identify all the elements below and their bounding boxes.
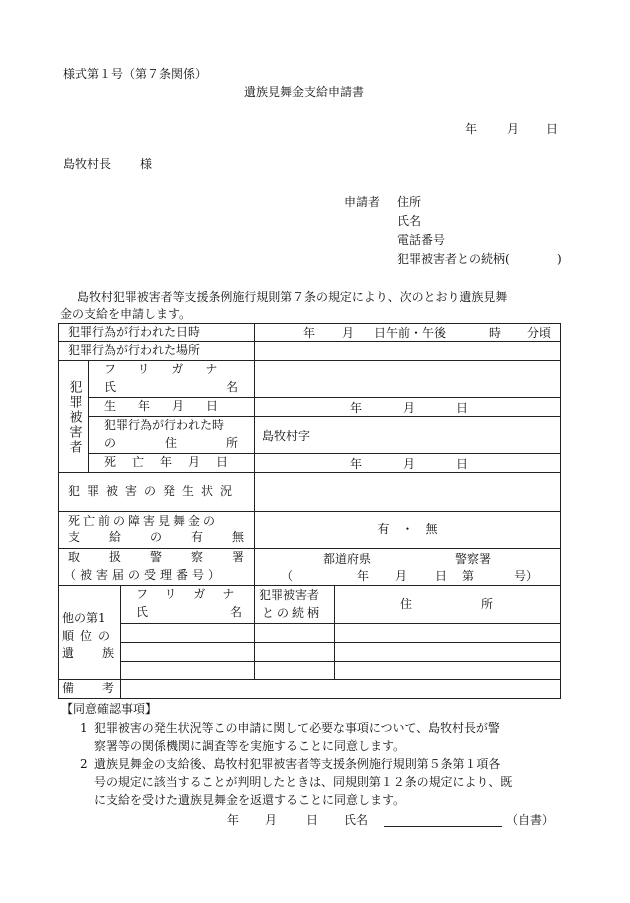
situation-label: 犯罪被害の発生状況 <box>68 484 240 499</box>
birth-month-unit: 月 <box>403 401 416 415</box>
victim-address-label-line2-text: の 住 所 <box>104 436 238 451</box>
prefecture-unit: 都道府県 <box>323 552 372 566</box>
police-label-line1 <box>68 550 246 566</box>
date-day: 日 <box>546 122 559 136</box>
sign-year: 年 <box>227 813 240 827</box>
consent-item2-line1: 遺族見舞金の支給後、島牧村犯罪被害者等支援条例施行規則第５条第１項各 <box>94 757 501 771</box>
victim-address-label-line2 <box>104 436 244 452</box>
family-label-line1: 他の第1 <box>62 611 106 625</box>
crime-datetime-label: 犯罪行為が行われた日時 <box>68 324 201 339</box>
victim-name-text: 氏 名 <box>104 380 238 395</box>
consent-title: 【同意確認事項】 <box>61 702 158 716</box>
pre-death-label-line1: 死亡前の障害見舞金の <box>68 514 219 528</box>
signature-field[interactable] <box>384 826 502 827</box>
document-title: 遺族見舞金支給申請書 <box>244 85 365 99</box>
consent-item1-number: 1 <box>80 721 88 735</box>
consent-item2-number: 2 <box>80 757 88 771</box>
crime-year-unit: 年 <box>303 326 316 340</box>
crime-day-ampm-unit: 日午前・午後 <box>374 326 447 340</box>
victim-name-label <box>104 380 244 396</box>
consent-item2-line2: 号の規定に該当することが判明したときは、同規則第１２条の規定により、既 <box>94 775 513 789</box>
intro-line-2: 金の支給を申請します。 <box>60 307 192 321</box>
crime-minute-unit: 分頃 <box>527 326 552 340</box>
receipt-day: 日 <box>435 569 448 583</box>
family-furigana-label: フリガナ <box>136 587 252 602</box>
sign-month: 月 <box>265 813 278 827</box>
birth-day-unit: 日 <box>456 401 469 415</box>
pre-death-label-line2-text: 支 給 の 有 無 <box>68 530 244 545</box>
receipt-number: 第 <box>462 569 475 583</box>
victim-death-date-label: 死亡年月日 <box>104 455 245 470</box>
sign-day: 日 <box>306 813 319 827</box>
victim-birthdate-label: 生年月日 <box>104 399 241 414</box>
form-number: 様式第１号（第７条関係） <box>63 67 208 81</box>
family-label-line3-text: 遺 族 <box>62 646 114 661</box>
victim-section-header: 犯罪被害者 <box>66 379 82 455</box>
death-year-unit: 年 <box>350 457 363 471</box>
consent-item2-line3: に支給を受けた遺族見舞金を返還することに同意します。 <box>94 793 406 807</box>
applicant-name-label: 氏名 <box>397 214 422 228</box>
addressee: 島牧村長 <box>63 157 112 171</box>
crime-hour-unit: 時 <box>489 326 502 340</box>
consent-item1-line1: 犯罪被害の発生状況等この申請に関して必要な事項について、島牧村長が警 <box>94 721 500 735</box>
police-label-line2: （被害届の受理番号） <box>64 568 225 582</box>
crime-place-label: 犯罪行為が行われた場所 <box>68 343 201 358</box>
family-address-label <box>400 597 495 613</box>
birth-year-unit: 年 <box>350 401 363 415</box>
police-station-unit: 警察署 <box>455 552 492 566</box>
family-name-label-text: 氏 名 <box>136 605 242 620</box>
family-label-line2: 順位の <box>62 629 117 643</box>
receipt-month: 月 <box>395 569 408 583</box>
receipt-open: （ <box>281 569 294 583</box>
applicant-relation-close: ) <box>557 252 562 266</box>
police-label-line1-text: 取 扱 警 察 署 <box>68 550 244 565</box>
applicant-relation-label: 犯罪被害者との続柄( <box>397 252 510 266</box>
date-month: 月 <box>507 122 520 136</box>
pre-death-label-line2 <box>68 530 246 546</box>
sign-self-written: （自書） <box>506 813 555 827</box>
remarks-label <box>62 680 116 698</box>
family-address-label-text: 住 所 <box>400 597 493 612</box>
death-day-unit: 日 <box>456 457 469 471</box>
consent-item1-line2: 察署等の関係機関に調査等を実施することに同意します。 <box>94 739 406 753</box>
yes-no-choice: 有 ・ 無 <box>377 522 438 537</box>
applicant-phone-label: 電話番号 <box>397 233 446 247</box>
honorific: 様 <box>140 157 153 171</box>
family-relation-label-line2: との続柄 <box>262 606 323 620</box>
crime-month-unit: 月 <box>342 326 355 340</box>
sign-name-label: 氏名 <box>344 813 369 827</box>
date-year: 年 <box>465 122 478 136</box>
applicant-label: 申請者 <box>344 195 381 209</box>
victim-address-label-line1: 犯罪行為が行われた時 <box>104 418 225 432</box>
remarks-label-text: 備 考 <box>62 681 114 696</box>
death-month-unit: 月 <box>403 457 416 471</box>
village-prefix: 島牧村字 <box>262 429 311 443</box>
victim-furigana-label: フリガナ <box>104 362 240 377</box>
family-label-line3 <box>62 646 116 662</box>
family-name-label <box>136 605 246 621</box>
applicant-address-label: 住所 <box>397 195 422 209</box>
family-relation-label-line1: 犯罪被害者 <box>259 588 320 602</box>
receipt-year: 年 <box>357 569 370 583</box>
receipt-close: 号） <box>514 569 539 583</box>
intro-line-1: 島牧村犯罪被害者等支援条例施行規則第７条の規定により、次のとおり遺族見舞 <box>77 290 508 304</box>
